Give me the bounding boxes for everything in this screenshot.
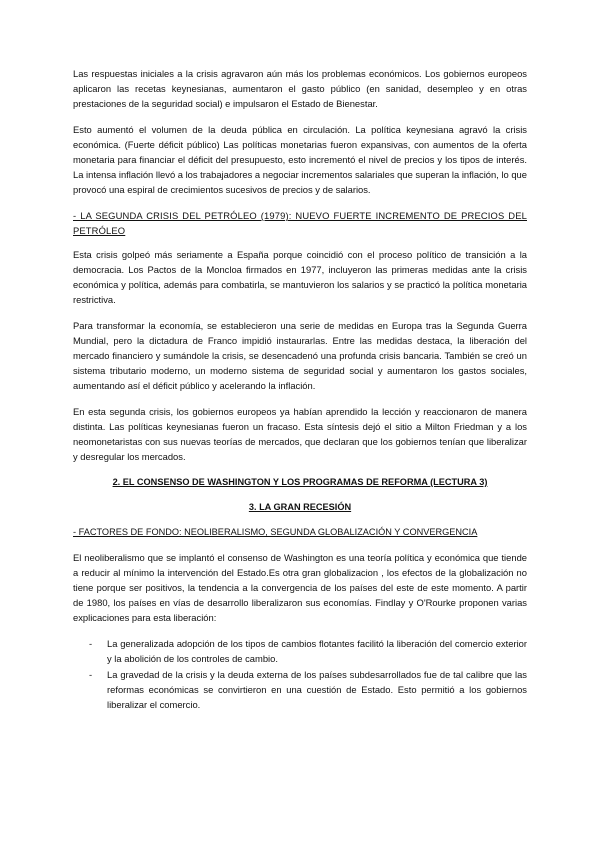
- paragraph-economy-transform: Para transformar la economía, se establecieron una serie de medidas en Europa tras la Segunda Guerra Mundial, pero la dictadura de Franco impidió instaurarlas. Entre las medidas destaca, la liberación del mercado financiero y sumándole la crisis, se desencadenó una profunda crisis bancaria. También se creó un sistema tributario moderno, un moderno sistema de seguridad social y aumentaron los gastos sociales, aumentando así el déficit público y acelerando la inflación.: [73, 320, 527, 391]
- bullet-list: [73, 636, 527, 712]
- section-heading-great-recession: 3. LA GRAN RECESIÓN: [248, 502, 352, 512]
- paragraph-neoliberalism: El neoliberalismo que se implantó el consenso de Washington es una teoría política y económica que tiende a reducir al mínimo la intervención del Estado.Es otra gran globalizacion , los efectos de la globalización no tiene porque ser positivos, la tendencia a la convergencia de los países del este de este momento. A partir de 1980, los países en vías de desarrollo liberalizaron sus economías. Findlay y O'Rourke proponen varias explicaciones para esta liberación:: [73, 552, 527, 623]
- section-heading-washington-consensus: 2. EL CONSENSO DE WASHINGTON Y LOS PROGRAMAS DE REFORMA (LECTURA 3): [112, 477, 488, 487]
- document-page: [73, 66, 527, 713]
- list-item-text: La gravedad de la crisis y la deuda externa de los países subdesarrollados fue de tal calibre que las reformas económicas se convirtieron en una cuestión de Estado. Esto permitió a los gobiernos liberalizar el comercio.: [107, 669, 527, 710]
- bullet-dash: -: [89, 638, 93, 649]
- paragraph-public-debt: Esto aumentó el volumen de la deuda pública en circulación. La política keynesiana agravó la crisis económica. (Fuerte déficit público) Las políticas monetarias fueron expansivas, con aumentos de la oferta monetaria para financiar el déficit del presupuesto, esto incrementó el nivel de precios y los tipos de interés. La intensa inflación llevó a los trabajadores a negociar incrementos salariales que superan la inflación, lo que provocó una espiral de crecimientos sucesivos de precios y de salarios.: [73, 124, 527, 195]
- subheading-background-factors: - FACTORES DE FONDO: NEOLIBERALISMO, SEGUNDA GLOBALIZACIÓN Y CONVERGENCIA: [73, 527, 478, 537]
- paragraph-second-crisis: En esta segunda crisis, los gobiernos europeos ya habían aprendido la lección y reaccionaron de manera distinta. Las políticas keynesianas fueron un fracaso. Esta síntesis dejó el sitio a Milton Friedman y a los neomonetaristas con sus nuevas teorías de mercados, que declaran que los gobiernos tenían que liberalizar y desregular los mercados.: [73, 406, 527, 462]
- paragraph-keynesian-response: Las respuestas iniciales a la crisis agravaron aún más los problemas económicos. Los gobiernos europeos aplicaron las recetas keynesianas, aumentaron el gasto público (en sanidad, desempleo y en otras prestaciones de la seguridad social) e impulsaron el Estado de Bienestar.: [73, 68, 527, 109]
- list-item: [73, 636, 527, 666]
- list-item: [73, 667, 527, 712]
- paragraph-spain-crisis: Esta crisis golpeó más seriamente a España porque coincidió con el proceso político de transición a la democracia. Los Pactos de la Moncloa firmados en 1977, incluyeron las primeras medidas ante la crisis económica y política, además para combatirla, se mantuvieron los salarios y se practicó la política monetaria restrictiva.: [73, 249, 527, 305]
- bullet-dash: -: [89, 669, 93, 680]
- section-heading-oil-crisis: - LA SEGUNDA CRISIS DEL PETRÓLEO (1979): NUEVO FUERTE INCREMENTO DE PRECIOS DEL PETRÓLEO: [73, 210, 527, 236]
- list-item-text: La generalizada adopción de los tipos de cambios flotantes facilitó la liberación del comercio exterior y la abolición de los controles de cambio.: [107, 638, 527, 664]
